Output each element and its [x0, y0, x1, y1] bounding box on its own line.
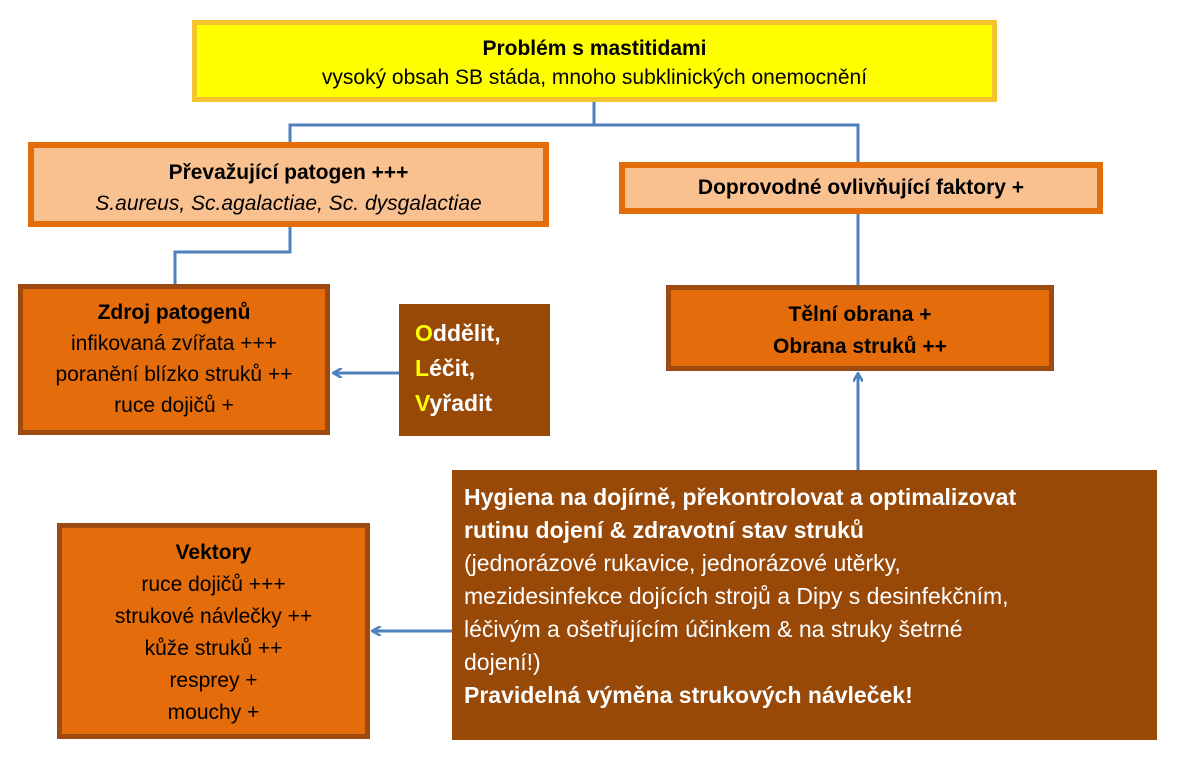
- olv-item: Vyřadit: [415, 390, 493, 416]
- vectors-line: strukové návlečky ++: [114, 605, 313, 628]
- source-title: Zdroj patogenů: [97, 301, 251, 324]
- pathogen-species: S.aureus, Sc.agalactiae, Sc. dysgalactiae: [95, 192, 482, 215]
- hygiene-body-line: léčivým a ošetřujícím účinkem & na struky šetrné: [464, 616, 963, 642]
- factors-title: Doprovodné ovlivňující faktory +: [697, 176, 1025, 199]
- vectors-line: resprey +: [169, 669, 258, 692]
- vectors-line: kůže struků ++: [144, 637, 283, 660]
- vectors-line: ruce dojičů +++: [141, 573, 286, 596]
- hygiene-body-line: mezidesinfekce dojících strojů a Dipy s desinfekčním,: [464, 583, 1009, 609]
- source-line: infikovaná zvířata +++: [70, 332, 278, 355]
- source-line: ruce dojičů +: [114, 394, 234, 417]
- hygiene-heading: Hygiena na dojírně, překontrolovat a optimalizovat: [464, 484, 1017, 510]
- hygiene-heading: rutinu dojení & zdravotní stav struků: [464, 517, 864, 543]
- problem-subtitle: vysoký obsah SB stáda, mnoho subklinických onemocnění: [321, 66, 868, 89]
- hygiene-body-line: (jednorázové rukavice, jednorázové utěrky,: [464, 550, 901, 576]
- hygiene-box: [452, 470, 1157, 740]
- separate-treat-cull-box: [399, 304, 550, 436]
- defense-line: Obrana struků ++: [773, 335, 947, 358]
- vectors-title: Vektory: [175, 541, 252, 564]
- vectors-box: [57, 523, 370, 739]
- connector-pathogen-source: [175, 227, 290, 284]
- hygiene-body-line: dojení!): [464, 649, 541, 675]
- factors-box: [619, 162, 1103, 214]
- olv-item: Oddělit,: [415, 320, 501, 346]
- pathogen-title: Převažující patogen +++: [168, 161, 409, 184]
- hygiene-footer: Pravidelná výměna strukových návleček!: [464, 682, 913, 708]
- olv-item: Léčit,: [415, 355, 476, 381]
- source-box: [18, 284, 330, 435]
- pathogen-box: [28, 142, 549, 227]
- problem-title: Problém s mastitidami: [482, 37, 707, 60]
- vectors-line: mouchy +: [167, 701, 260, 724]
- source-line: poranění blízko struků ++: [55, 363, 293, 386]
- defense-line: Tělní obrana +: [788, 303, 932, 326]
- defense-box: [666, 285, 1054, 371]
- problem-box: [192, 20, 997, 102]
